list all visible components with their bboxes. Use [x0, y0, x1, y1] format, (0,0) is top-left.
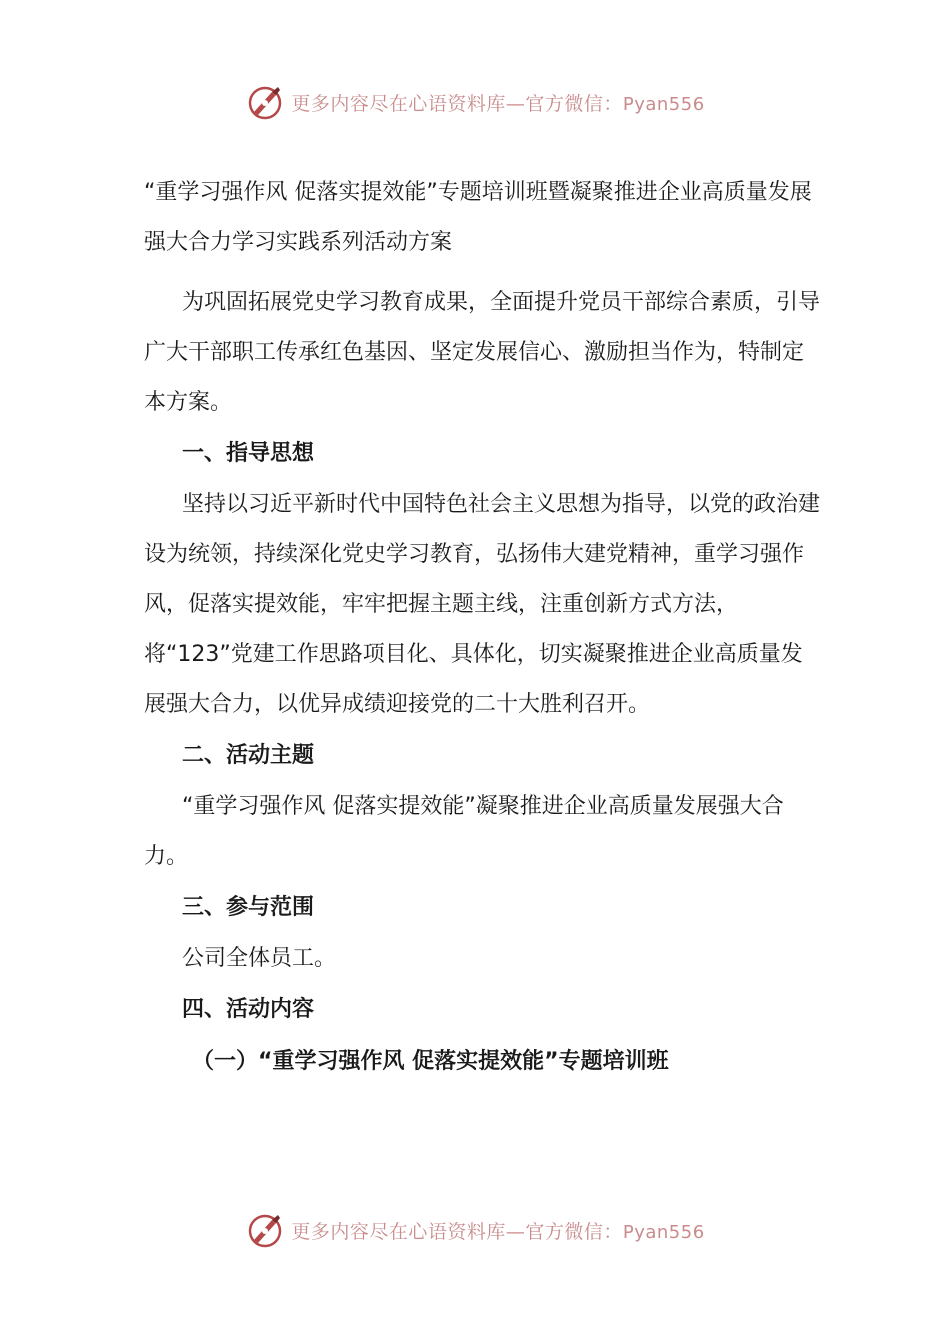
document-title: “重学习强作风 促落实提效能”专题培训班暨凝聚推进企业高质量发展强大合力学习实践系列活动方案: [144, 180, 812, 255]
pen-logo-icon: [245, 82, 285, 122]
section-text-scope: 公司全体员工。: [182, 946, 337, 971]
pen-logo-icon: [245, 1210, 285, 1250]
subsection-heading-training: （一）“重学习强作风 促落实提效能”专题培训班: [192, 1049, 669, 1074]
banner-text: 更多内容尽在心语资料库—官方微信：Pyan556: [291, 92, 705, 115]
section-heading-content: 四、活动内容: [182, 997, 315, 1022]
document-body: [144, 168, 824, 1088]
header-banner: [0, 82, 950, 122]
footer-banner: [0, 1210, 950, 1250]
intro-paragraph: 为巩固拓展党史学习教育成果，全面提升党员干部综合素质，引导广大干部职工传承红色基因、坚定发展信心、激励担当作为，特制定本方案。: [144, 290, 821, 415]
section-text-guiding-thought: 坚持以习近平新时代中国特色社会主义思想为指导，以党的政治建设为统领，持续深化党史学习教育，弘扬伟大建党精神，重学习强作风，促落实提效能，牢牢把握主题主线，注重创新方式方法，将“123”党建工作思路项目化、具体化，切实凝聚推进企业高质量发展强大合力，以优异成绩迎接党的二十大胜利召开。: [144, 492, 821, 717]
section-heading-scope: 三、参与范围: [182, 895, 315, 920]
banner-text: 更多内容尽在心语资料库—官方微信：Pyan556: [291, 1220, 705, 1243]
section-heading-theme: 二、活动主题: [182, 743, 315, 768]
section-heading-guiding-thought: 一、指导思想: [182, 441, 315, 466]
section-text-theme: “重学习强作风 促落实提效能”凝聚推进企业高质量发展强大合力。: [144, 794, 784, 869]
